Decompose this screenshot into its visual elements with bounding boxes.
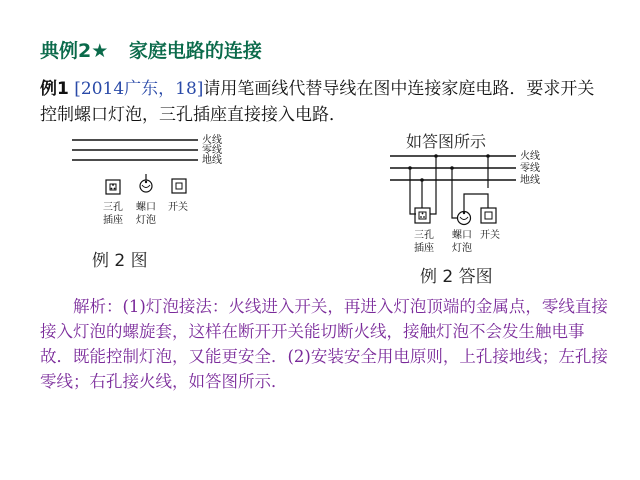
wire-label-neutral: 零线 [520, 163, 540, 174]
three-hole-socket [106, 180, 120, 194]
problem-source: [2014广东，18] [74, 79, 204, 99]
example-tag: 典例2★ [40, 40, 109, 62]
wire-label-neutral: 零线 [202, 145, 222, 156]
figure-caption-answer: 例 2 答图 [420, 267, 493, 287]
bulb-label-1: 螺口 [136, 202, 156, 213]
switch [172, 179, 186, 193]
switch [481, 208, 496, 223]
analysis-text: 解析：(1)灯泡接法：火线进入开关，再进入灯泡顶端的金属点，零线直接接入灯泡的螺旋套，这样在断开开关能切断火线，接触灯泡不会发生触电事故．既能控制灯泡，又能更安全．(2)安装安全用电原则，上孔接地线；左孔接零线；右孔接火线，如答图所示． [40, 297, 608, 391]
wire-label-ground: 地线 [202, 155, 222, 166]
problem-label: 例1 [40, 79, 69, 99]
socket-label-2: 插座 [414, 243, 434, 254]
figure-caption-question: 例 2 图 [92, 251, 148, 271]
section-topic: 家庭电路的连接 [128, 40, 262, 62]
socket-label-1: 三孔 [414, 230, 434, 241]
section-header [40, 36, 262, 63]
answer-figure-title: 如答图所示 [406, 132, 487, 151]
problem-text: 请用笔画线代替导线在图中连接家庭电路．要求开关控制螺口灯泡，三孔插座直接接入电路． [40, 79, 595, 125]
switch-label: 开关 [168, 202, 188, 213]
three-hole-socket [415, 208, 430, 223]
screw-bulb [140, 174, 152, 192]
bulb-label-2: 灯泡 [136, 215, 156, 226]
bulb-label-1: 螺口 [452, 230, 472, 241]
wire-label-live: 火线 [520, 151, 540, 162]
socket-label-2: 插座 [103, 215, 123, 226]
problem-statement [40, 76, 610, 128]
wire-label-live: 火线 [202, 135, 222, 146]
wire-label-ground: 地线 [520, 175, 540, 186]
socket-label-1: 三孔 [103, 202, 123, 213]
bulb-label-2: 灯泡 [452, 243, 472, 254]
screw-bulb [458, 212, 471, 225]
connection-wires [410, 156, 488, 218]
switch-label: 开关 [480, 230, 500, 241]
